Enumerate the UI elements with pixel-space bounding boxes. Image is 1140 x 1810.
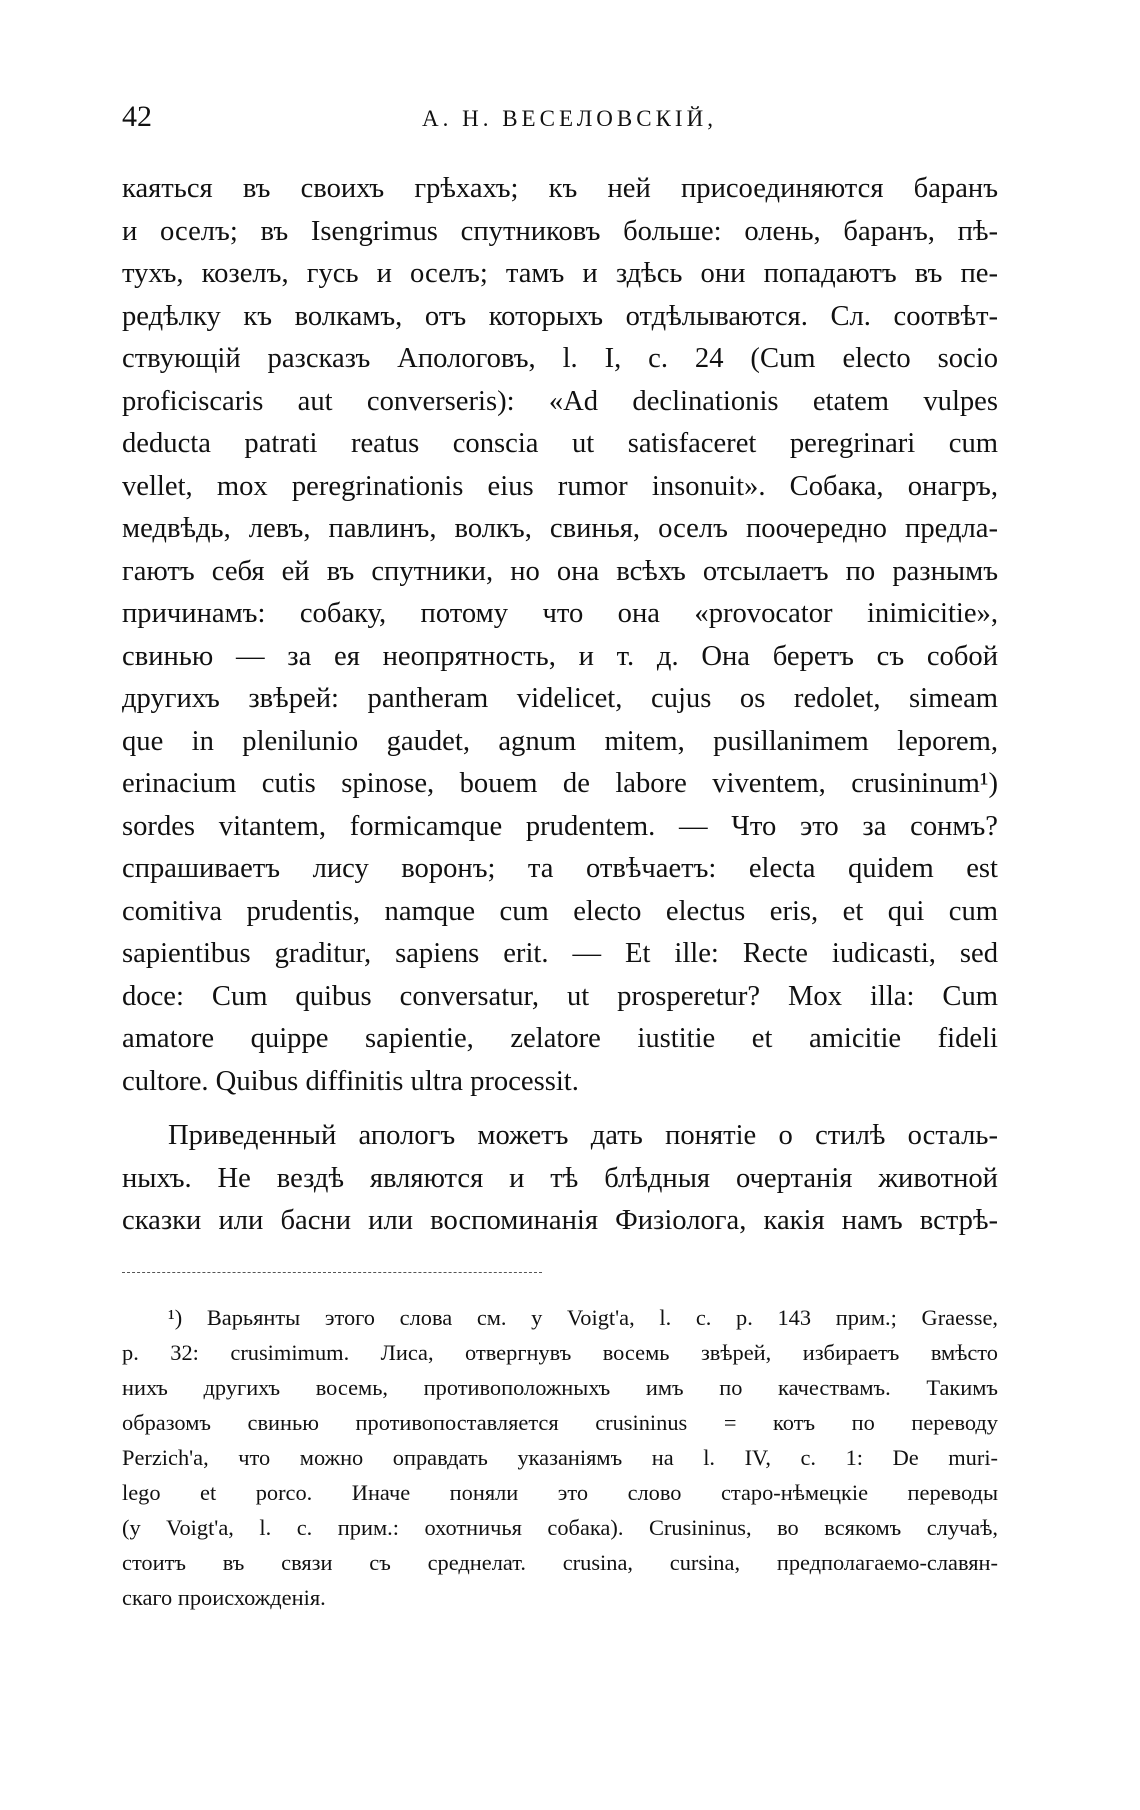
text-line: que in plenilunio gaudet, agnum mitem, pusillanimem leporem,	[122, 725, 998, 757]
footnote-line: образомъ свинью противопоставляется crusininus = котъ по переводу	[122, 1410, 998, 1435]
text-line: doce: Cum quibus conversatur, ut prosperetur? Mox illa: Cum	[122, 980, 998, 1012]
text-line: sapientibus graditur, sapiens erit. — Et ille: Recte iudicasti, sed	[122, 938, 998, 969]
text-line: спрашиваетъ лису воронъ; та отвѣчаетъ: electa quidem est	[122, 853, 998, 884]
text-line: sordes vitantem, formicamque prudentem. — Что это за сонмъ?	[122, 810, 998, 842]
text-line: proficiscaris aut converseris): «Ad declinationis etatem vulpes	[122, 385, 998, 417]
text-line: amatore quippe sapientie, zelatore iustitie et amicitie fideli	[122, 1023, 998, 1054]
text-line: медвѣдь, левъ, павлинъ, волкъ, свинья, оселъ поочередно предла-	[122, 513, 998, 544]
paragraph-2	[122, 1115, 998, 1243]
page-header	[122, 100, 1022, 140]
text-line: ствующій разсказъ Апологовъ, l. I, c. 24 (Cum electo socio	[122, 343, 998, 374]
footnote-line: нихъ другихъ восемь, противоположныхъ имъ по качествамъ. Такимъ	[122, 1375, 998, 1400]
main-text	[122, 168, 998, 1243]
text-line: deducta patrati reatus conscia ut satisfaceret peregrinari cum	[122, 428, 998, 459]
text-line: причинамъ: собаку, потому что она «provocator inimicitie»,	[122, 598, 998, 629]
text-line: ныхъ. Не вездѣ являются и тѣ блѣдныя очертанія животной	[122, 1162, 998, 1194]
footnote-divider	[122, 1272, 542, 1273]
text-line: каяться въ своихъ грѣхахъ; къ ней присоединяются баранъ	[122, 173, 998, 204]
footnote-line: lego et porco. Иначе поняли это слово старо-нѣмецкіе переводы	[122, 1480, 998, 1505]
footnote-line: стоитъ въ связи съ среднелат. crusina, cursina, предполагаемо-славян-	[122, 1550, 998, 1575]
page-number: 42	[122, 100, 152, 133]
text-line: редѣлку къ волкамъ, отъ которыхъ отдѣлываются. Сл. соотвѣт-	[122, 300, 998, 332]
text-line: comitiva prudentis, namque cum electo electus eris, et qui cum	[122, 895, 998, 927]
text-line: vellet, mox peregrinationis eius rumor insonuit». Собака, онагръ,	[122, 470, 998, 502]
text-line: и оселъ; въ Isengrimus спутниковъ больше: олень, баранъ, пѣ-	[122, 215, 998, 247]
text-line: cultore. Quibus diffinitis ultra processit.	[122, 1065, 579, 1097]
footnote-line: p. 32: crusimimum. Лиса, отвергнувъ восемь звѣрей, избираетъ вмѣсто	[122, 1340, 998, 1365]
text-line: свинью — за ея неопрятность, и т. д. Она беретъ съ собой	[122, 640, 998, 672]
footnote-line: (у Voigt'a, l. c. прим.: охотничья собака). Crusininus, во всякомъ случаѣ,	[122, 1515, 998, 1540]
running-head: А. Н. ВЕСЕЛОВСКІЙ,	[422, 106, 717, 131]
text-line: другихъ звѣрей: pantheram videlicet, cujus os redolet, simeam	[122, 683, 998, 714]
footnote-line: Perzich'a, что можно оправдать указаніямъ на l. IV, c. 1: De muri-	[122, 1445, 998, 1470]
footnote-line: ¹) Варьянты этого слова см. у Voigt'a, l. c. p. 143 прим.; Graesse,	[168, 1305, 998, 1330]
footnote-line: скаго происхожденія.	[122, 1585, 326, 1610]
text-line: сказки или басни или воспоминанія Физіолога, какія намъ встрѣ-	[122, 1205, 998, 1236]
text-line: тухъ, козелъ, гусь и оселъ; тамъ и здѣсь они попадаютъ въ пе-	[122, 258, 998, 289]
text-line: Приведенный апологъ можетъ дать понятіе о стилѣ осталь-	[168, 1120, 998, 1151]
footnote	[122, 1300, 998, 1615]
text-line: гаютъ себя ей въ спутники, но она всѣхъ отсылаетъ по разнымъ	[122, 555, 998, 587]
text-line: erinacium cutis spinose, bouem de labore viventem, crusininum¹)	[122, 768, 998, 799]
